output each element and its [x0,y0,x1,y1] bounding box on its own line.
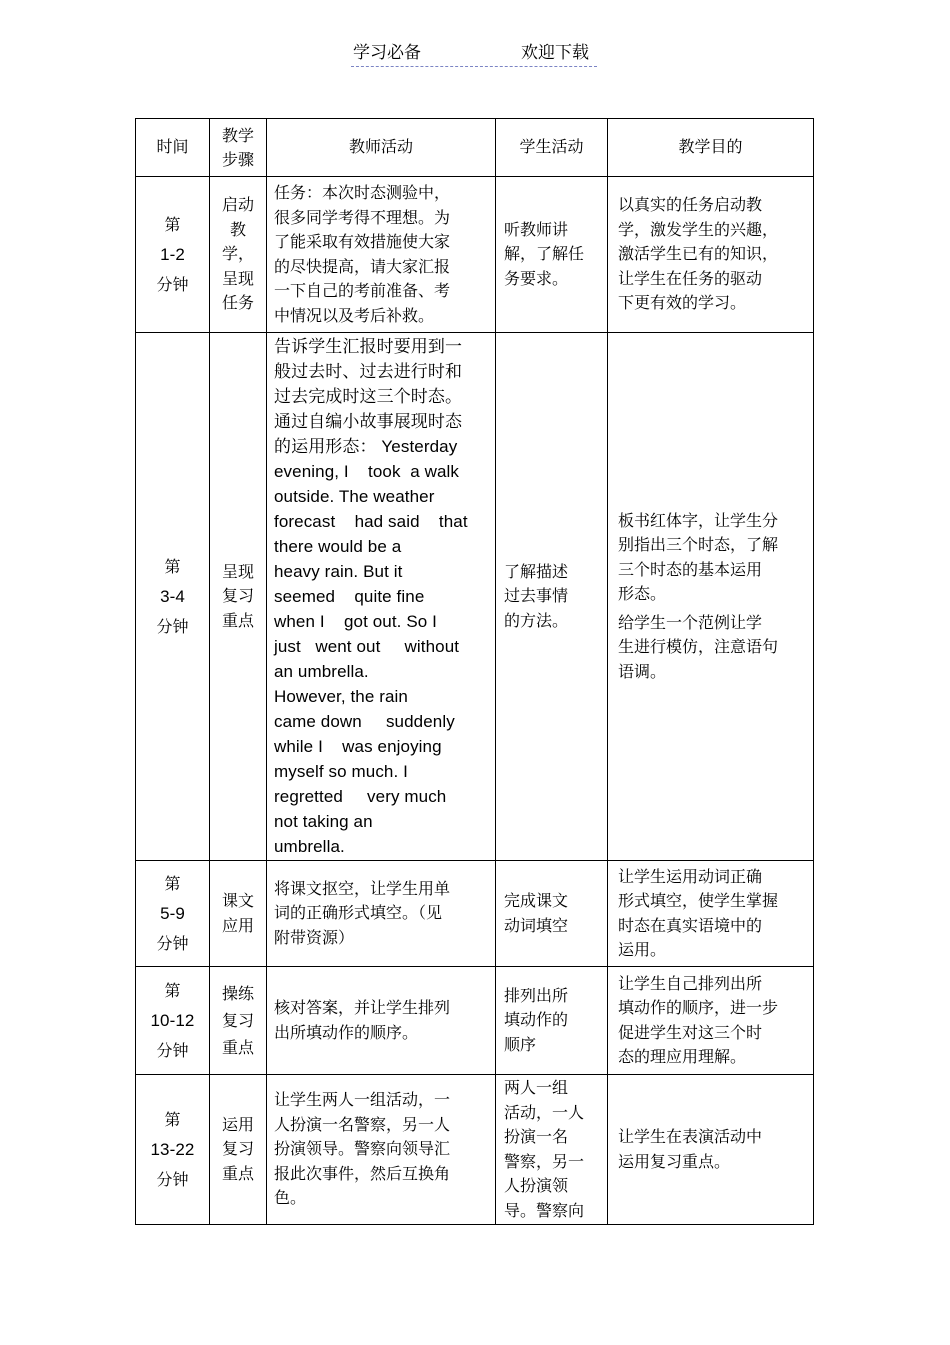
table-row [136,177,814,333]
table-row [136,333,814,861]
student-activity-cell: 排列出所 填动作的 顺序 [496,967,608,1075]
page-header [351,42,597,67]
column-header-teacher: 教师活动 [267,119,496,177]
step-cell: 启动 教 学， 呈现 任务 [210,177,267,333]
teaching-goal-cell: 让学生运用动词正确 形式填空，使学生掌握 时态在真实语境中的 运用。 [608,861,814,967]
time-range: 3-4 [160,586,185,606]
time-range: 1-2 [160,244,185,264]
time-prefix: 第 [164,980,181,1000]
lesson-plan-table [135,118,814,1225]
header-left-text: 学习必备 [353,43,421,63]
student-activity-cell: 完成课文 动词填空 [496,861,608,967]
teaching-goal-cell: 以真实的任务启动教 学，激发学生的兴趣， 激活学生已有的知识， 让学生在任务的驱动 下更有效的学习。 [608,177,814,333]
teaching-goal-part-1: 板书红体字，让学生分 别指出三个时态，了解 三个时态的基本运用 形态。 [618,510,779,604]
time-cell [136,967,210,1075]
teaching-goal-cell: 让学生自己排列出所 填动作的顺序，进一步 促进学生对这三个时 态的理应用理解。 [608,967,814,1075]
time-range: 13-22 [150,1139,195,1159]
time-prefix: 第 [164,1109,181,1129]
teacher-activity-cell: 将课文抠空，让学生用单 词的正确形式填空。（见 附带资源） [267,861,496,967]
time-unit: 分钟 [156,274,189,294]
student-activity-cell: 两人一组 活动，一人 扮演一名 警察，另一 人扮演领 导。警察向 [496,1075,608,1225]
column-header-step: 教学 步骤 [210,119,267,177]
teacher-activity-cell: 告诉学生汇报时要用到一 般过去时、过去进行时和 过去完成时这三个时态。 通过自编小故事展现时态 的运用形态： Yesterday evening, I took a walk outside. The weather forecast had said that there would be a heavy rain. But it seemed quite fine when I got out. So I just went out without an umbrella. However, the rain came down suddenly while I was enjoying myself so much. I regretted very much not taking an umbrella. [267,333,496,861]
table-header-row [136,119,814,177]
step-cell: 课文 应用 [210,861,267,967]
column-header-time: 时间 [136,119,210,177]
table-row [136,861,814,967]
time-cell [136,1075,210,1225]
time-unit: 分钟 [156,1169,189,1189]
teacher-activity-cell: 让学生两人一组活动，一 人扮演一名警察，另一人 扮演领导。警察向领导汇 报此次事件，然后互换角 色。 [267,1075,496,1225]
step-cell: 操练 复习 重点 [210,967,267,1075]
teaching-goal-part-2: 给学生一个范例让学 生进行模仿，注意语句 语调。 [618,612,779,681]
time-unit: 分钟 [156,1040,189,1060]
table-row [136,967,814,1075]
time-prefix: 第 [164,873,181,893]
time-cell [136,333,210,861]
teacher-activity-cell: 任务：本次时态测验中， 很多同学考得不理想。为 了能采取有效措施使大家 的尽快提高，请大家汇报 一下自己的考前准备、考 中情况以及考后补救。 [267,177,496,333]
teaching-goal-cell: 让学生在表演活动中 运用复习重点。 [608,1075,814,1225]
time-prefix: 第 [164,214,181,234]
time-range: 5-9 [160,903,185,923]
header-right-text: 欢迎下载 [521,43,589,63]
column-header-student: 学生活动 [496,119,608,177]
time-unit: 分钟 [156,616,189,636]
time-cell [136,177,210,333]
table-row [136,1075,814,1225]
student-activity-cell: 了解描述 过去事情 的方法。 [496,333,608,861]
step-cell: 呈现 复习 重点 [210,333,267,861]
column-header-goal: 教学目的 [608,119,814,177]
step-cell: 运用 复习 重点 [210,1075,267,1225]
time-prefix: 第 [164,556,181,576]
time-unit: 分钟 [156,933,189,953]
time-cell [136,861,210,967]
student-activity-cell: 听教师讲 解，了解任 务要求。 [496,177,608,333]
time-range: 10-12 [150,1010,195,1030]
teacher-activity-cell: 核对答案，并让学生排列 出所填动作的顺序。 [267,967,496,1075]
teaching-goal-cell [608,333,814,861]
